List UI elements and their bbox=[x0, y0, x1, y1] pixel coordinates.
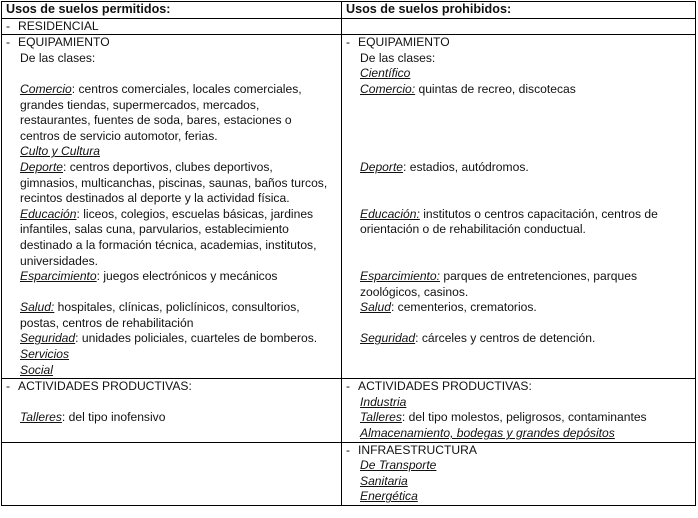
bullet-dash: - bbox=[6, 35, 11, 50]
seguridad-label: Seguridad bbox=[360, 331, 416, 346]
cell-residencial-permitted bbox=[2, 18, 342, 35]
seguridad-text: : unidades policiales, cuarteles de bomberos. bbox=[75, 331, 318, 346]
almacenamiento-label: Almacenamiento, bodegas y grandes depósitos bbox=[360, 426, 615, 441]
deporte-text-2: gimnasios, multicanchas, piscinas, saunas, baños turcos, bbox=[20, 175, 328, 190]
equipamiento-subtitle: De las clases: bbox=[360, 50, 436, 65]
esparcimiento-label: Esparcimiento: bbox=[360, 269, 440, 284]
comercio-text: : centros comerciales, locales comerciales, bbox=[71, 81, 302, 96]
esparcimiento-prohibited-item bbox=[346, 269, 691, 285]
esparcimiento-text: parques de entretenciones, parques bbox=[440, 269, 637, 284]
actividades-title: ACTIVIDADES PRODUCTIVAS: bbox=[358, 379, 532, 394]
salud-prohibited-item bbox=[346, 300, 691, 316]
educacion-text: institutos o centros capacitación, centros de bbox=[419, 206, 658, 221]
equipamiento-subtitle: De las clases: bbox=[20, 50, 96, 65]
deporte-label: Deporte bbox=[20, 159, 64, 174]
educacion-prohibited-item bbox=[346, 207, 691, 223]
deporte-label: Deporte bbox=[360, 159, 404, 174]
sanitaria-label: Sanitaria bbox=[360, 473, 408, 488]
equipamiento-title: EQUIPAMIENTO bbox=[18, 35, 110, 50]
comercio-text-3: restaurantes, fuentes de soda, bares, estaciones o bbox=[20, 113, 292, 128]
esparcimiento-text-2: zoológicos, casinos. bbox=[360, 284, 469, 299]
cell-infraestructura-prohibited bbox=[342, 442, 696, 505]
deporte-text: : estadios, autódromos. bbox=[403, 159, 529, 174]
servicios-label: Servicios bbox=[20, 347, 70, 362]
seguridad-text: : cárceles y centros de detención. bbox=[415, 331, 596, 346]
deporte-text: : centros deportivos, clubes deportivos, bbox=[63, 159, 273, 174]
educacion-item bbox=[6, 207, 337, 223]
bullet-dash: - bbox=[346, 379, 351, 394]
esparcimiento-text: : juegos electrónicos y mecánicos bbox=[96, 269, 278, 284]
land-use-table bbox=[1, 1, 696, 506]
comercio-prohibited-item bbox=[346, 82, 691, 98]
comercio-item bbox=[6, 82, 337, 98]
row-infraestructura bbox=[2, 442, 696, 505]
cell-residencial-prohibited bbox=[342, 18, 696, 35]
seguridad-prohibited-item bbox=[346, 331, 691, 347]
educacion-text-2: orientación o de rehabilitación conductual. bbox=[360, 222, 586, 237]
header-permitted: Usos de suelos permitidos: bbox=[2, 2, 342, 19]
esparcimiento-label: Esparcimiento bbox=[20, 269, 97, 284]
cientifico-label: Científico bbox=[360, 66, 411, 81]
salud-text-2: postas, centros de rehabilitación bbox=[20, 315, 194, 330]
talleres-item bbox=[6, 410, 337, 426]
social-label: Social bbox=[20, 362, 53, 377]
equipamiento-title: EQUIPAMIENTO bbox=[358, 35, 450, 50]
educacion-text: : liceos, colegios, escuelas básicas, jardines bbox=[76, 206, 314, 221]
esparcimiento-item bbox=[6, 269, 337, 285]
comercio-label: Comercio: bbox=[360, 81, 416, 96]
cell-equipamiento-prohibited bbox=[342, 35, 696, 379]
culto-label: Culto y Cultura bbox=[20, 144, 100, 159]
actividades-title: ACTIVIDADES PRODUCTIVAS: bbox=[18, 379, 192, 394]
salud-label: Salud: bbox=[20, 300, 55, 315]
educacion-text-4: universidades. bbox=[20, 253, 98, 268]
talleres-label: Talleres bbox=[20, 410, 62, 425]
talleres-text: : del tipo inofensivo bbox=[61, 410, 166, 425]
header-row bbox=[2, 2, 696, 19]
transporte-label: De Transporte bbox=[360, 458, 437, 473]
salud-label: Salud bbox=[360, 300, 391, 315]
comercio-text-4: centros de servicio automotor, ferias. bbox=[20, 128, 218, 143]
deporte-prohibited-item bbox=[346, 160, 691, 176]
header-prohibited: Usos de suelos prohibidos: bbox=[342, 2, 696, 19]
educacion-text-3: destinado a la formación técnica, academias, institutos, bbox=[20, 237, 317, 252]
row-actividades bbox=[2, 379, 696, 442]
talleres-label: Talleres bbox=[360, 410, 402, 425]
deporte-item bbox=[6, 160, 337, 176]
industria-label: Industria bbox=[360, 394, 407, 409]
deporte-text-3: recintos destinados al deporte y la actividad física. bbox=[20, 191, 290, 206]
bullet-dash: - bbox=[346, 35, 351, 50]
seguridad-label: Seguridad bbox=[20, 331, 76, 346]
seguridad-item bbox=[6, 331, 337, 347]
cell-infraestructura-permitted bbox=[2, 442, 342, 505]
bullet-dash: - bbox=[346, 442, 351, 457]
educacion-label: Educación: bbox=[360, 206, 420, 221]
talleres-prohibited-item bbox=[346, 410, 691, 426]
row-equipamiento bbox=[2, 35, 696, 379]
educacion-text-2: infantiles, salas cuna, parvularios, establecimiento bbox=[20, 222, 289, 237]
comercio-text-2: grandes tiendas, supermercados, mercados, bbox=[20, 97, 260, 112]
comercio-text: quintas de recreo, discotecas bbox=[415, 81, 576, 96]
educacion-label: Educación bbox=[20, 206, 77, 221]
energetica-label: Energética bbox=[360, 489, 418, 504]
row-residencial bbox=[2, 18, 696, 35]
cell-equipamiento-permitted bbox=[2, 35, 342, 379]
comercio-label: Comercio bbox=[20, 81, 72, 96]
salud-text: hospitales, clínicas, policlínicos, consultorios, bbox=[54, 300, 300, 315]
bullet-dash: - bbox=[6, 18, 11, 33]
residencial-label: RESIDENCIAL bbox=[18, 18, 99, 33]
cell-actividades-prohibited bbox=[342, 379, 696, 442]
bullet-dash: - bbox=[6, 379, 11, 394]
cell-actividades-permitted bbox=[2, 379, 342, 442]
salud-item bbox=[6, 300, 337, 316]
infraestructura-title: INFRAESTRUCTURA bbox=[358, 442, 477, 457]
salud-text: : cementerios, crematorios. bbox=[390, 300, 537, 315]
talleres-text: : del tipo molestos, peligrosos, contaminantes bbox=[401, 410, 647, 425]
